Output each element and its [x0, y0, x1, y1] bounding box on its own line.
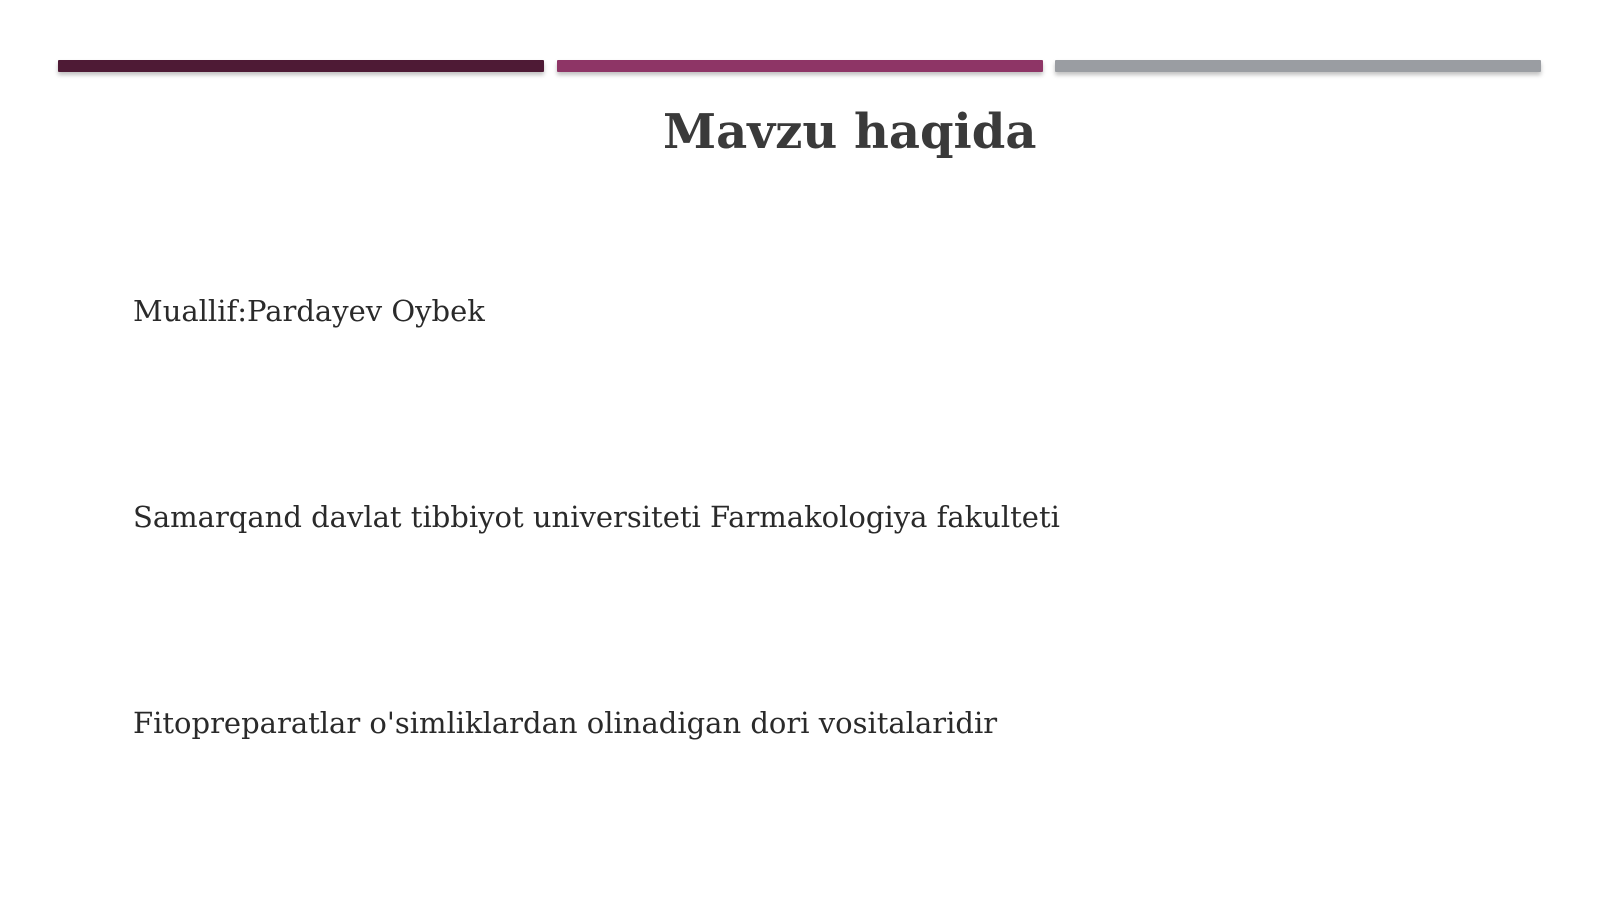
- title-area: [0, 0, 1600, 200]
- university-line: Samarqand davlat tibbiyot universiteti Farmakologiya fakulteti: [133, 500, 1060, 534]
- slide-title: Mavzu haqida: [663, 104, 1037, 160]
- definition-line: Fitopreparatlar o'simliklardan olinadigan dori vositalaridir: [133, 706, 998, 740]
- author-line: Muallif:Pardayev Oybek: [133, 294, 485, 328]
